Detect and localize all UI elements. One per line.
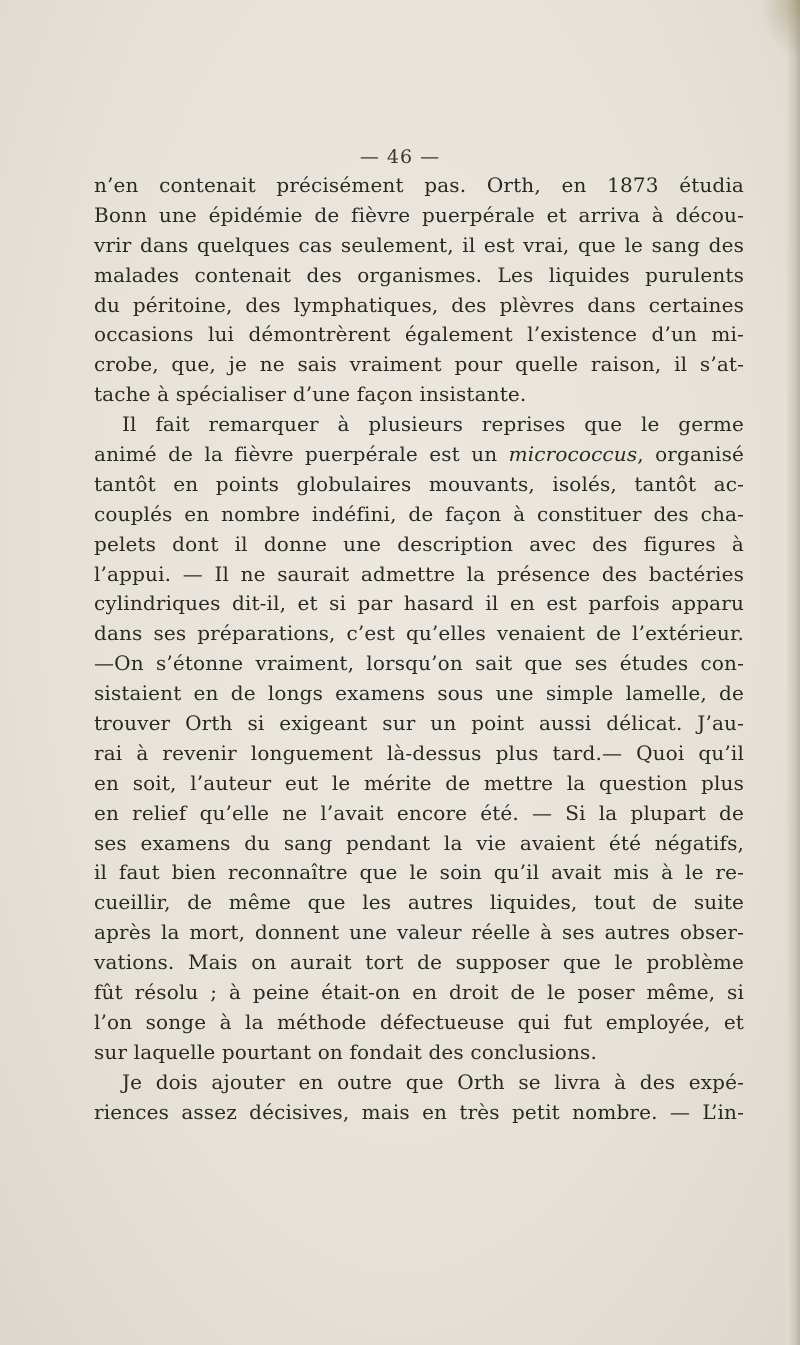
text-line: trouver Orth si exigeant sur un point aussi délicat. J’au- (94, 711, 744, 736)
text-line: riences assez décisives, mais en très petit nombre. — L’in- (94, 1099, 744, 1124)
text-line: Bonn une épidémie de fièvre puerpérale et arriva à décou- (94, 202, 744, 227)
italic-term: micrococcus (508, 442, 638, 467)
text-line: malades contenait des organismes. Les liquides purulents (94, 262, 744, 287)
text-line: pelets dont il donne une description avec des figures à (94, 531, 744, 556)
text-line: couplés en nombre indéfini, de façon à constituer des cha- (94, 501, 744, 526)
text-line: en relief qu’elle ne l’avait encore été. — Si la plupart de (94, 800, 744, 825)
text-line: occasions lui démontrèrent également l’existence d’un mi- (94, 322, 744, 347)
corner-stain (760, 0, 800, 60)
text-line: n’en contenait précisément pas. Orth, en 1873 étudia (94, 173, 744, 197)
text-line: crobe, que, je ne sais vraiment pour quelle raison, il s’at- (94, 352, 744, 377)
body-text (94, 171, 744, 1128)
text-line: l’on songe à la méthode défectueuse qui fut employée, et (94, 1009, 744, 1034)
text-line: ses examens du sang pendant la vie avaient été négatifs, (94, 830, 744, 855)
text-line: sistaient en de longs examens sous une simple lamelle, de (94, 681, 744, 706)
text-line: l’appui. — Il ne saurait admettre la présence des bactéries (94, 561, 744, 586)
page-edge-shadow (786, 0, 800, 1345)
page-number: — 46 — (359, 146, 441, 168)
text-line: vrir dans quelques cas seulement, il est vrai, que le sang des (94, 232, 744, 257)
text-segment: , organisé (637, 442, 745, 467)
text-line: rai à revenir longuement là-dessus plus tard.— Quoi qu’il (94, 740, 744, 765)
text-line: il faut bien reconnaître que le soin qu’il avait mis à le re- (94, 860, 744, 885)
text-line: cueillir, de même que les autres liquides, tout de suite (94, 890, 744, 915)
text-line: en soit, l’auteur eut le mérite de mettre la question plus (94, 770, 744, 795)
text-line: tantôt en points globulaires mouvants, isolés, tantôt ac- (94, 471, 744, 496)
paragraph-end-line: tache à spécialiser d’une façon insistante. (94, 382, 527, 407)
paragraph-end-line: sur laquelle pourtant on fondait des conclusions. (94, 1039, 597, 1064)
text-line: fût résolu ; à peine était-on en droit de le poser même, si (94, 980, 744, 1005)
text-line-with-italic (94, 440, 744, 470)
text-segment: animé de la fièvre puerpérale est un (94, 442, 509, 467)
text-line: cylindriques dit-il, et si par hasard il en est parfois apparu (94, 591, 744, 616)
text-line: —On s’étonne vraiment, lorsqu’on sait que ses études con- (94, 651, 744, 676)
text-line: après la mort, donnent une valeur réelle à ses autres obser- (94, 920, 744, 945)
text-line: du péritoine, des lymphatiques, des plèvres dans certaines (94, 292, 744, 317)
text-line: dans ses préparations, c’est qu’elles venaient de l’extérieur. (94, 621, 744, 646)
paragraph-start-line: Je dois ajouter en outre que Orth se livra à des expé- (122, 1069, 744, 1094)
text-line: vations. Mais on aurait tort de supposer que le problème (94, 950, 744, 975)
paragraph-start-line: Il fait remarquer à plusieurs reprises que le germe (122, 412, 744, 437)
